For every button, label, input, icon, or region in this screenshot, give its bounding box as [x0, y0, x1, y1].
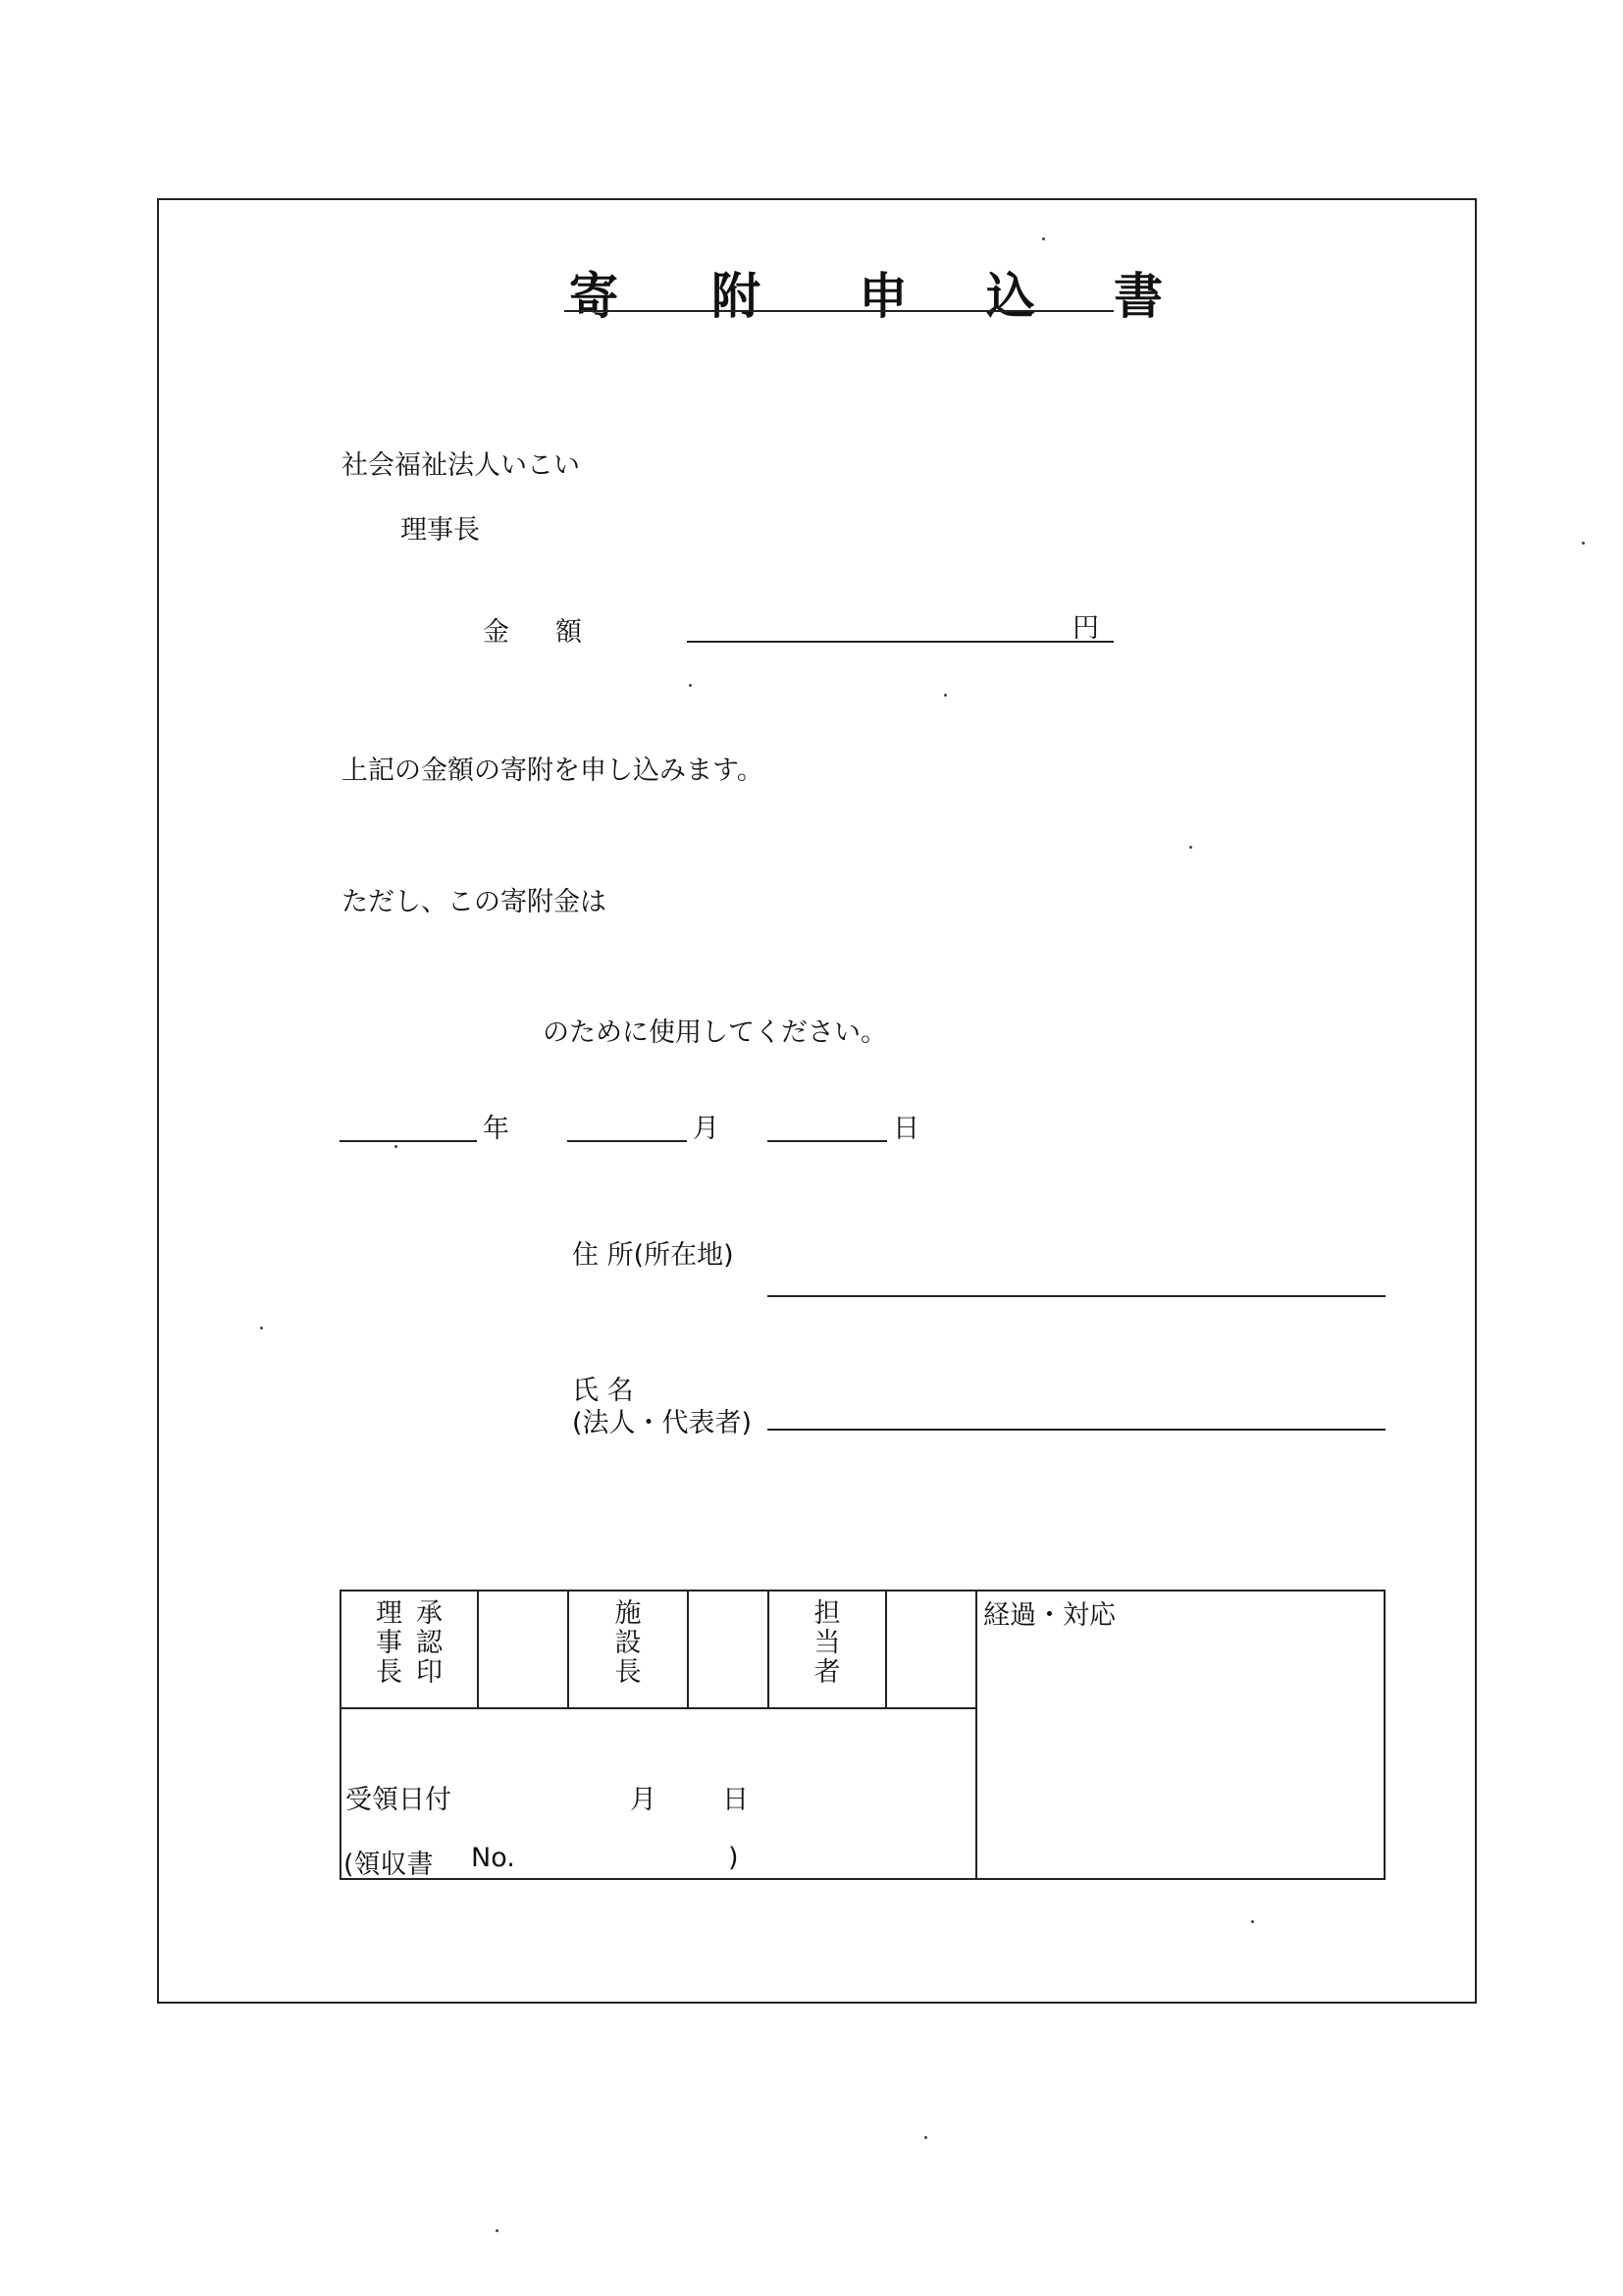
name-label-line2: (法人・代表者)	[572, 1408, 753, 1438]
addressee-position: 理事長	[400, 515, 480, 546]
date-year-label: 年	[483, 1114, 509, 1144]
scan-speck	[1189, 846, 1192, 849]
receipt-cell	[340, 1708, 976, 1879]
amount-unit: 円	[1073, 613, 1099, 644]
address-field[interactable]	[767, 1295, 1386, 1297]
chairman-approval-label-cell	[340, 1591, 478, 1708]
scan-speck	[1582, 542, 1585, 545]
statement-text: 上記の金額の寄附を申し込みます。	[341, 756, 763, 786]
receipt-no-label: (領収書	[343, 1850, 434, 1880]
receipt-month-label: 月	[630, 1785, 656, 1815]
purpose-suffix: のために使用してください。	[543, 1018, 887, 1048]
amount-label-b: 額	[555, 617, 582, 648]
approval-char: 認	[416, 1628, 443, 1658]
approval-stamp-label	[416, 1599, 443, 1688]
person-in-charge-char: 者	[813, 1657, 841, 1688]
facility-head-char: 設	[614, 1628, 642, 1658]
month-field[interactable]	[567, 1140, 687, 1142]
scan-speck	[260, 1327, 263, 1330]
person-in-charge-stamp-box[interactable]	[886, 1591, 976, 1708]
chairman-char: 長	[376, 1657, 402, 1688]
addressee-org: 社会福祉法人いこい	[341, 450, 580, 481]
office-use-table	[340, 1590, 1386, 1880]
facility-head-char: 長	[614, 1657, 642, 1688]
person-in-charge-char: 当	[813, 1628, 841, 1658]
scan-speck	[689, 684, 692, 687]
facility-head-label-cell	[568, 1591, 688, 1708]
title-char-5: 書	[1114, 268, 1163, 325]
address-label: 住 所(所在地)	[572, 1240, 734, 1271]
receipt-close-paren: )	[728, 1843, 739, 1873]
progress-cell[interactable]	[976, 1591, 1385, 1879]
person-in-charge-char: 担	[813, 1598, 841, 1629]
purpose-prefix: ただし、この寄附金は	[341, 887, 606, 917]
name-field[interactable]	[767, 1429, 1386, 1431]
chairman-label	[376, 1599, 402, 1688]
title-char-3: 申	[859, 268, 908, 325]
amount-field[interactable]	[687, 641, 1114, 643]
title-char-2: 附	[711, 268, 760, 325]
date-month-label: 月	[693, 1114, 719, 1144]
scan-speck	[1042, 237, 1045, 240]
name-label-line1: 氏 名	[572, 1376, 634, 1406]
receipt-date-label: 受領日付	[345, 1785, 451, 1815]
approval-char: 承	[416, 1598, 443, 1629]
facility-head-stamp-box[interactable]	[688, 1591, 768, 1708]
title-char-1: 寄	[569, 268, 618, 325]
facility-head-char: 施	[614, 1598, 642, 1629]
date-day-label: 日	[893, 1114, 919, 1144]
receipt-no: No.	[471, 1843, 515, 1873]
amount-label-a: 金	[483, 617, 509, 648]
title-char-4: 込	[986, 268, 1035, 325]
scan-speck	[924, 2136, 927, 2139]
year-field[interactable]	[340, 1140, 477, 1142]
chairman-char: 理	[376, 1598, 402, 1629]
scan-speck	[496, 2229, 498, 2232]
title-underline	[564, 310, 1114, 312]
day-field[interactable]	[767, 1140, 887, 1142]
scan-speck	[394, 1145, 397, 1148]
scan-speck	[1251, 1920, 1254, 1923]
person-in-charge-label-cell	[768, 1591, 886, 1708]
receipt-day-label: 日	[722, 1785, 749, 1815]
scan-speck	[944, 694, 947, 697]
progress-label: 経過・対応	[983, 1600, 1116, 1631]
chairman-char: 事	[376, 1628, 402, 1658]
chairman-stamp-box[interactable]	[478, 1591, 568, 1708]
approval-char: 印	[416, 1657, 443, 1688]
